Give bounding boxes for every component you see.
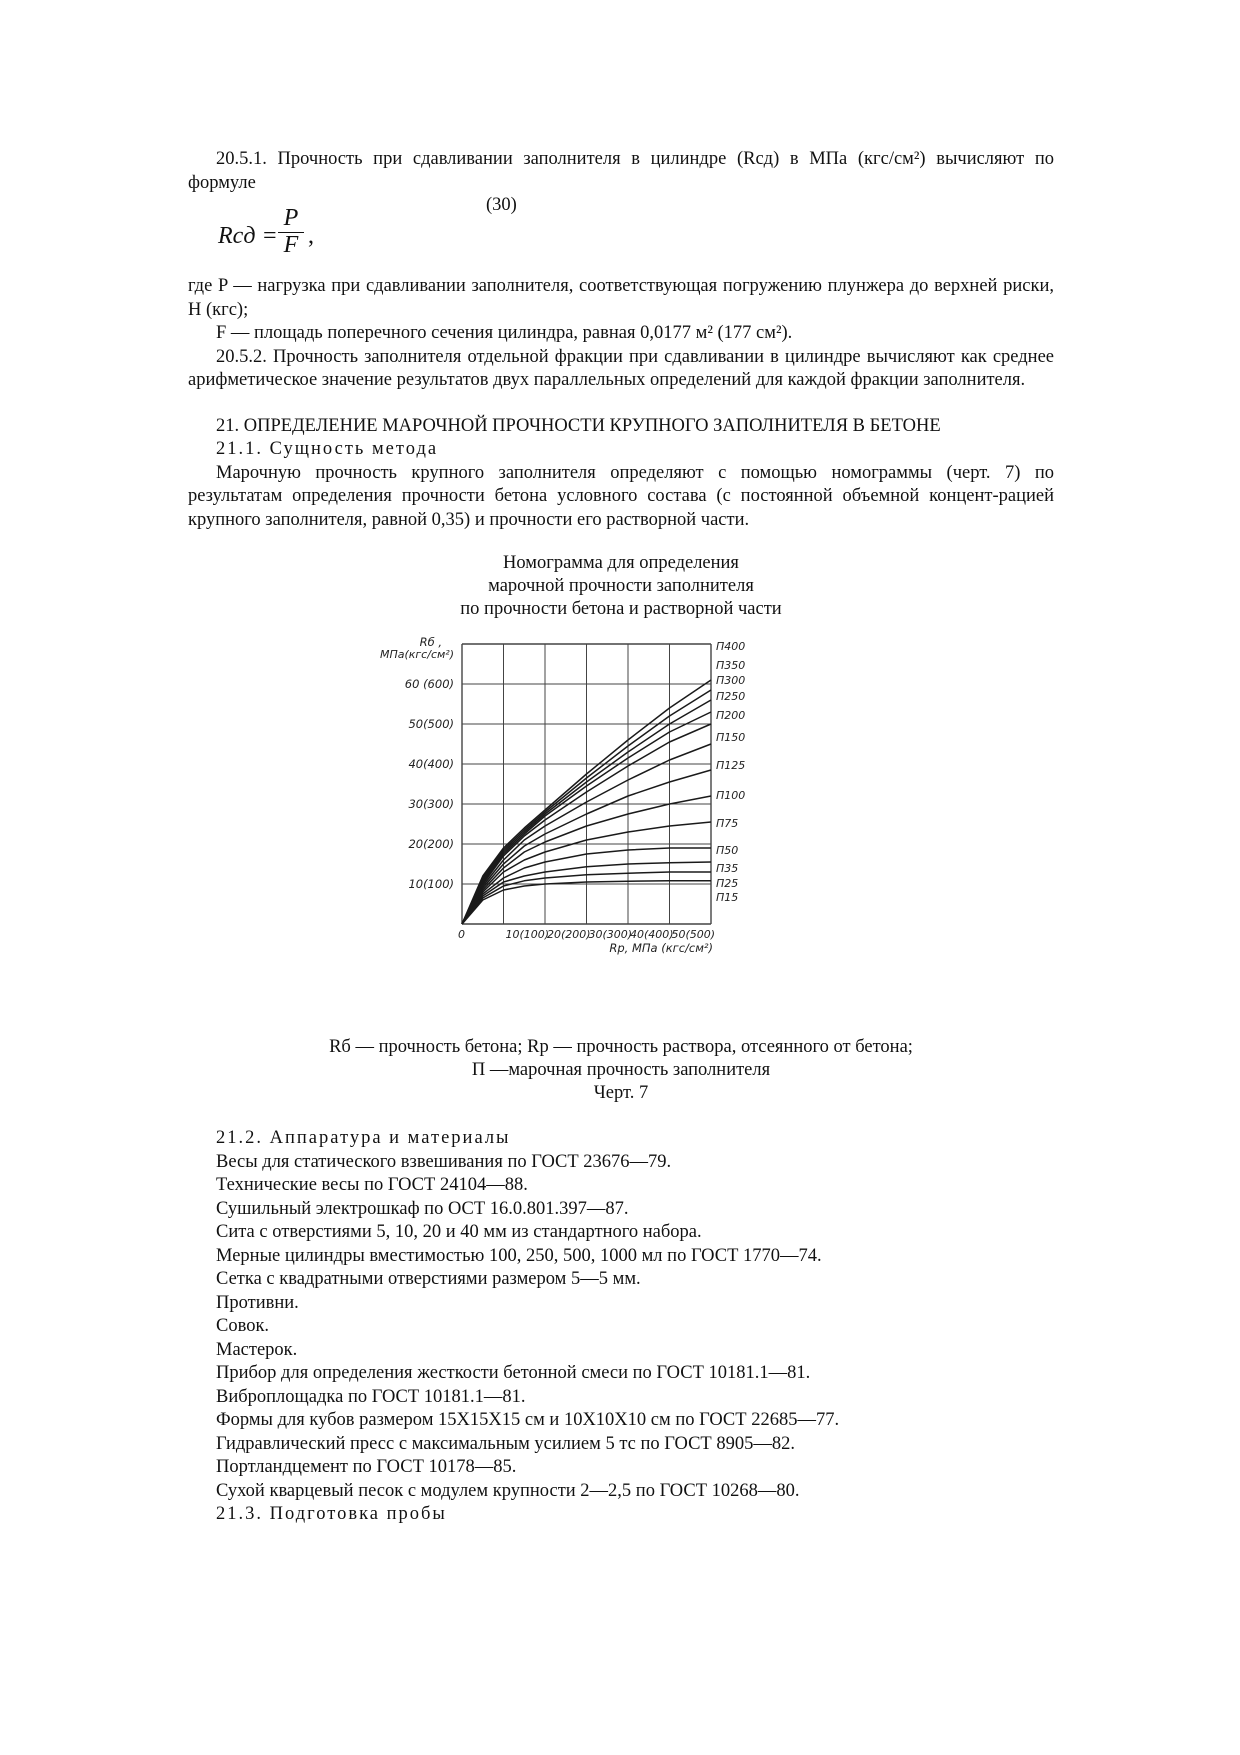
x-axis-label: Rр, МПа (кгс/см²): [609, 941, 713, 955]
equipment-item: Мастерок.: [216, 1339, 298, 1360]
series-label: П150: [716, 731, 746, 744]
where-f: F — площадь поперечного сечения цилиндра, равная 0,0177 м² (177 см²).: [216, 323, 793, 343]
series-label: П350: [716, 659, 746, 672]
figure-title-line: марочной прочности заполнителя: [488, 576, 754, 596]
y-axis-label: Rб ,: [419, 635, 442, 649]
y-tick-label: 30(300): [408, 797, 454, 811]
caption-line: Черт. 7: [593, 1083, 649, 1103]
y-axis-label: МПа(кгс/см²): [379, 648, 454, 661]
equipment-item: Гидравлический пресс с максимальным усилием 5 тс по ГОСТ 8905—82.: [216, 1433, 795, 1454]
x-tick-label: 20(200): [547, 928, 591, 941]
paragraph-21-1: Марочную прочность крупного заполнителя определяют с помощью номограммы (черт. 7) по результатам определения прочности бетона условного состава (с постоянной объемной концент-рацией крупного заполнителя, равной 0,35) и прочности его растворной части.: [188, 462, 1054, 530]
nomogram-svg: [188, 629, 1054, 1034]
series-label: П25: [716, 877, 739, 890]
equipment-item: Сушильный электрошкаф по ОСТ 16.0.801.397—87.: [216, 1198, 629, 1219]
formula-fraction: [278, 207, 304, 257]
equipment-item: Технические весы по ГОСТ 24104—88.: [216, 1175, 528, 1195]
x-tick-label: 50(500): [671, 928, 716, 941]
x-tick-label: 30(300): [588, 928, 633, 941]
subsection-21-3: 21.3. Подготовка пробы: [216, 1504, 447, 1524]
caption-line: П —марочная прочность заполнителя: [471, 1060, 771, 1080]
figure-title-line: Номограмма для определения: [503, 553, 739, 573]
equipment-list: [188, 1151, 1054, 1504]
x-tick-label: 40(400): [630, 928, 674, 941]
equipment-item: Сетка с квадратными отверстиями размером 5—5 мм.: [216, 1269, 641, 1289]
figure-title-line: по прочности бетона и растворной части: [460, 599, 782, 619]
series-label: П300: [716, 674, 746, 687]
equipment-item: Прибор для определения жесткости бетонной смеси по ГОСТ 10181.1—81.: [216, 1363, 811, 1383]
paragraph-20-5-1: 20.5.1. Прочность при сдавливании заполнителя в цилиндре (Rсд) в МПа (кгс/см²) вычисляют по формуле: [188, 149, 1054, 193]
y-tick-label: 10(100): [408, 877, 454, 891]
equipment-item: Формы для кубов размером 15Х15Х15 см и 10Х10Х10 см по ГОСТ 22685—77.: [216, 1410, 840, 1430]
formula-30: [188, 195, 1054, 275]
series-label: П125: [716, 759, 746, 772]
equipment-item: Виброплощадка по ГОСТ 10181.1—81.: [216, 1386, 526, 1407]
y-tick-label: 20(200): [408, 837, 454, 851]
equipment-item: Весы для статического взвешивания по ГОСТ 23676—79.: [216, 1151, 672, 1172]
caption-line: Rб — прочность бетона; Rр — прочность раствора, отсеянного от бетона;: [329, 1037, 913, 1057]
subsection-21-2: 21.2. Аппаратура и материалы: [216, 1128, 511, 1148]
y-tick-label: 60 (600): [404, 677, 454, 691]
figure-title: [188, 552, 1054, 621]
formula-denominator: F: [283, 231, 299, 258]
section-21-title: 21. ОПРЕДЕЛЕНИЕ МАРОЧНОЙ ПРОЧНОСТИ КРУПНОГО ЗАПОЛНИТЕЛЯ В БЕТОНЕ: [216, 415, 941, 436]
formula-numerator: P: [283, 205, 299, 231]
series-label: П400: [716, 640, 746, 653]
x-tick-label: 0: [458, 928, 465, 941]
equipment-item: Портландцемент по ГОСТ 10178—85.: [216, 1457, 517, 1477]
subsection-21-1: 21.1. Сущность метода: [216, 439, 439, 459]
series-label: П200: [716, 709, 746, 722]
series-label: П250: [716, 690, 746, 703]
y-tick-label: 40(400): [408, 757, 454, 771]
document-page: [188, 148, 1054, 1527]
nomogram-chart: [188, 629, 1054, 1034]
paragraph-20-5-2: 20.5.2. Прочность заполнителя отдельной фракции при сдавливании в цилиндре вычисляют как среднее арифметическое значение результатов двух параллельных определений для каждой фракции заполнителя.: [188, 346, 1054, 390]
equipment-item: Сухой кварцевый песок с модулем крупности 2—2,5 по ГОСТ 10268—80.: [216, 1480, 800, 1501]
equipment-item: Сита с отверстиями 5, 10, 20 и 40 мм из стандартного набора.: [216, 1222, 702, 1242]
series-label: П75: [716, 817, 739, 830]
formula-number: (30): [486, 195, 517, 215]
equipment-item: Совок.: [216, 1316, 270, 1336]
equipment-item: Мерные цилиндры вместимостью 100, 250, 500, 1000 мл по ГОСТ 1770—74.: [216, 1245, 822, 1266]
formula-comma: ,: [308, 223, 314, 249]
equipment-item: Противни.: [216, 1292, 299, 1313]
formula-lhs: Rсд =: [218, 223, 278, 249]
series-label: П100: [716, 789, 746, 802]
series-label: П50: [716, 844, 739, 857]
y-tick-label: 50(500): [408, 717, 454, 731]
series-label: П15: [716, 891, 739, 904]
series-label: П35: [716, 862, 739, 875]
x-tick-label: 10(100): [505, 928, 550, 941]
figure-caption: [188, 1036, 1054, 1105]
where-p: где P — нагрузка при сдавливании заполнителя, соответствующая погружению плунжера до верхней риски, Н (кгс);: [188, 276, 1054, 320]
